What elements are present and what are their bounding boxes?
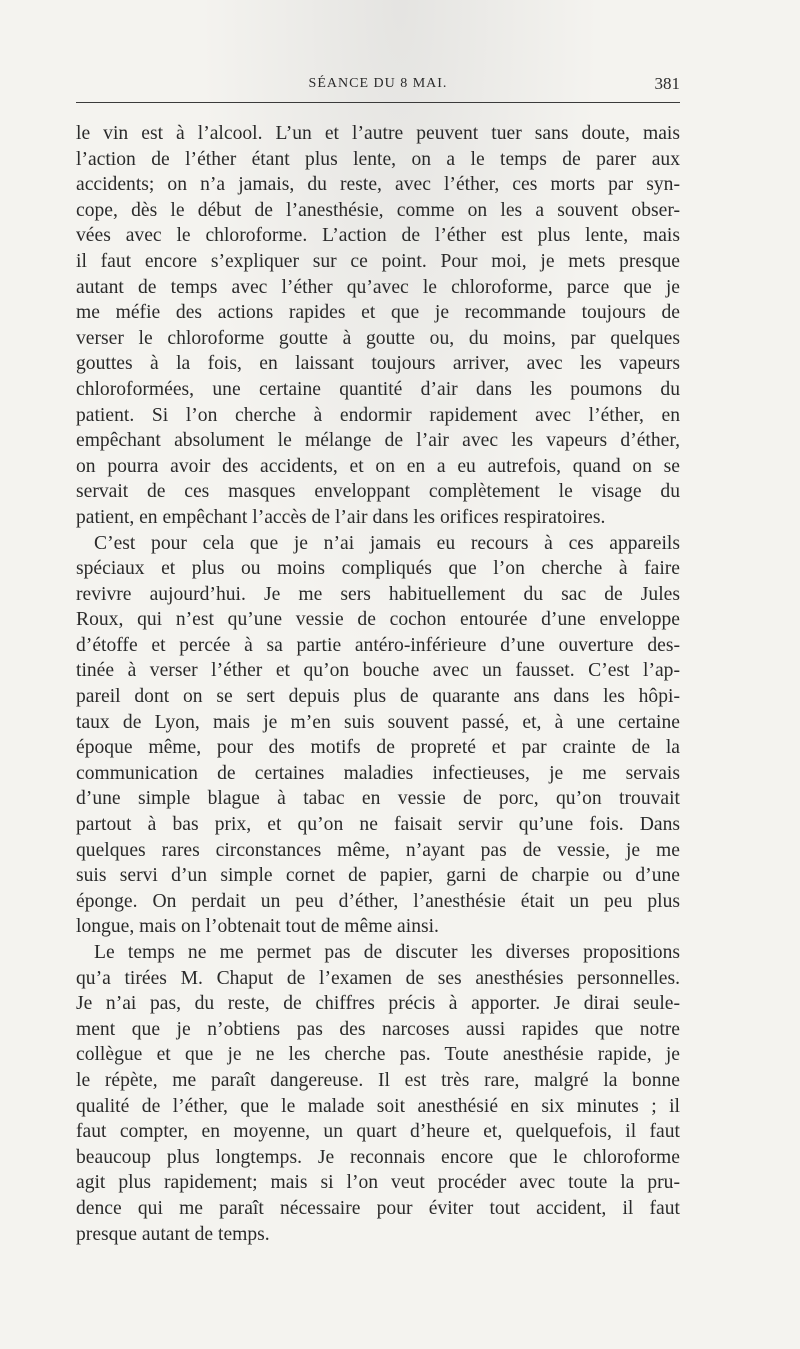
text-line: verser le chloroforme goutte à goutte ou, du moins, par quelques: [76, 327, 680, 349]
text-line: spéciaux et plus ou moins compliqués que l’on cherche à faire: [76, 558, 680, 580]
text-line: tinée à verser l’éther et qu’on bouche avec un fausset. C’est l’ap-: [76, 660, 680, 682]
text-line: le répète, me paraît dangereuse. Il est très rare, malgré la bonne: [76, 1069, 680, 1091]
text-line: collègue et que je ne les cherche pas. Toute anesthésie rapide, je: [76, 1044, 680, 1066]
body-text: [76, 121, 680, 1247]
text-line: servait de ces masques enveloppant complètement le visage du: [76, 481, 680, 503]
text-line: quelques rares circonstances même, n’ayant pas de vessie, je me: [76, 839, 680, 861]
header-rule: [76, 102, 680, 103]
paragraph-start-line: C’est pour cela que je n’ai jamais eu recours à ces appareils: [94, 532, 680, 554]
text-line: éponge. On perdait un peu d’éther, l’anesthésie était un peu plus: [76, 890, 680, 912]
running-title: SÉANCE DU 8 MAI.: [308, 76, 448, 91]
text-line: cope, dès le début de l’anesthésie, comme on les a souvent obser-: [76, 199, 680, 221]
text-line: dence qui me paraît nécessaire pour éviter tout accident, il faut: [76, 1197, 680, 1219]
text-line: vées avec le chloroforme. L’action de l’éther est plus lente, mais: [76, 225, 680, 247]
text-line: suis servi d’un simple cornet de papier, garni de charpie ou d’une: [76, 865, 680, 887]
text-line: accidents; on n’a jamais, du reste, avec l’éther, ces morts par syn-: [76, 174, 680, 196]
text-line: époque même, pour des motifs de propreté et par crainte de la: [76, 737, 680, 759]
text-line: autant de temps avec l’éther qu’avec le chloroforme, parce que je: [76, 276, 680, 298]
page-number: 381: [654, 74, 680, 93]
text-line: l’action de l’éther étant plus lente, on a le temps de parer aux: [76, 148, 680, 170]
text-line: empêchant absolument le mélange de l’air avec les vapeurs d’éther,: [76, 430, 680, 452]
text-line: taux de Lyon, mais je m’en suis souvent passé, et, à une certaine: [76, 711, 680, 733]
text-line: presque autant de temps.: [76, 1223, 270, 1245]
text-line: beaucoup plus longtemps. Je reconnais encore que le chloroforme: [76, 1146, 680, 1168]
text-line: communication de certaines maladies infectieuses, je me servais: [76, 762, 680, 784]
text-line: revivre aujourd’hui. Je me sers habituellement du sac de Jules: [76, 583, 680, 605]
text-line: on pourra avoir des accidents, et on en a eu autrefois, quand on se: [76, 455, 680, 477]
text-line: d’une simple blague à tabac en vessie de porc, qu’on trouvait: [76, 788, 680, 810]
paragraph-start-line: Le temps ne me permet pas de discuter les diverses propositions: [94, 942, 680, 963]
text-line: qu’a tirées M. Chaput de l’examen de ses anesthésies personnelles.: [76, 967, 680, 989]
text-line: le vin est à l’alcool. L’un et l’autre peuvent tuer sans doute, mais: [76, 123, 680, 144]
text-line: chloroformées, une certaine quantité d’air dans les poumons du: [76, 378, 680, 400]
text-line: gouttes à la fois, en laissant toujours arriver, avec les vapeurs: [76, 353, 680, 375]
text-line: Je n’ai pas, du reste, de chiffres précis à apporter. Je dirai seule-: [76, 993, 680, 1015]
text-line: longue, mais on l’obtenait tout de même ainsi.: [76, 916, 439, 938]
text-line: agit plus rapidement; mais si l’on veut procéder avec toute la pru-: [76, 1172, 680, 1194]
text-line: patient, en empêchant l’accès de l’air dans les orifices respiratoires.: [76, 506, 606, 528]
text-line: il faut encore s’expliquer sur ce point. Pour moi, je mets presque: [76, 250, 680, 272]
text-line: pareil dont on se sert depuis plus de quarante ans dans les hôpi-: [76, 686, 680, 708]
text-line: patient. Si l’on cherche à endormir rapidement avec l’éther, en: [76, 404, 680, 426]
text-line: faut compter, en moyenne, un quart d’heure et, quelquefois, il faut: [76, 1121, 680, 1143]
page-header: [76, 74, 680, 98]
text-line: qualité de l’éther, que le malade soit anesthésié en six minutes ; il: [76, 1095, 680, 1117]
text-line: me méfie des actions rapides et que je recommande toujours de: [76, 302, 680, 324]
text-line: partout à bas prix, et qu’on ne faisait servir qu’une fois. Dans: [76, 814, 680, 836]
text-line: Roux, qui n’est qu’une vessie de cochon entourée d’une enveloppe: [76, 609, 680, 631]
text-line: ment que je n’obtiens pas des narcoses aussi rapides que notre: [76, 1018, 680, 1040]
text-line: d’étoffe et percée à sa partie antéro-inférieure d’une ouverture des-: [76, 634, 680, 656]
